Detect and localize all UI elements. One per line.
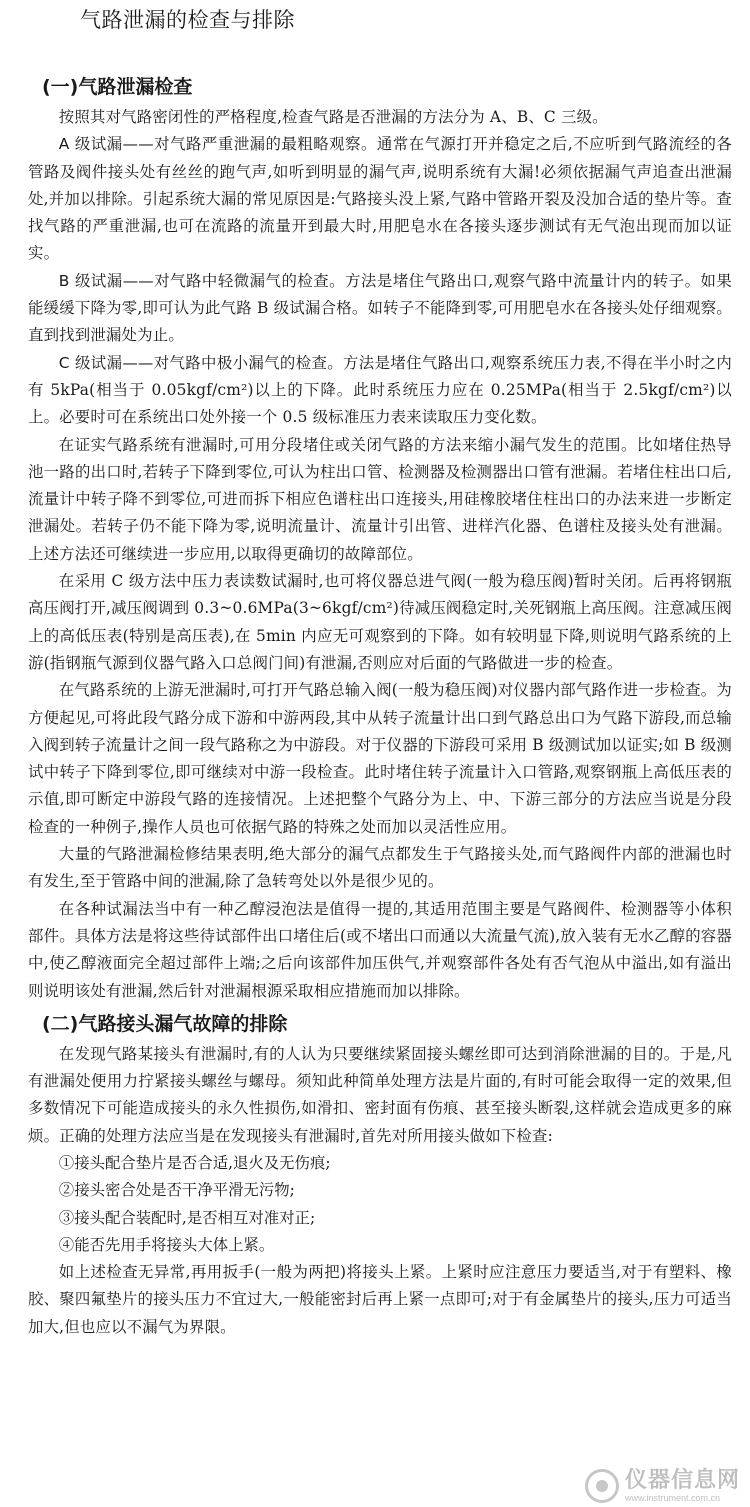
- list-item: ③接头配合装配时,是否相互对准对正;: [58, 1208, 316, 1227]
- paragraph-lead: A 级试漏——: [58, 135, 154, 154]
- paragraph-text: 大量的气路泄漏检修结果表明,绝大部分的漏气点都发生于气路接头处,而气路阀件内部的泄漏也时有发生,至于管路中间的泄漏,除了急转弯处以外是很少见的。: [28, 845, 732, 891]
- paragraph-text: 在采用 C 级方法中压力表读数试漏时,也可将仪器总进气阀(一般为稳压阀)暂时关闭。后再将钢瓶高压阀打开,减压阀调到 0.3~0.6MPa(3~6kgf/cm²)待减压阀稳定时,关死钢瓶上高压阀。注意减压阀上的高低压表(特别是高压表),在 5min 内应无可观察到的下降。如有较明显下降,则说明气路系统的上游(指钢瓶气源到仪器气路入口总阀门间)有泄漏,否则应对后面的气路做进一步的检查。: [28, 572, 732, 672]
- watermark-url: www.instrument.com.cn: [624, 1492, 721, 1503]
- paragraph: 如上述检查无异常,再用扳手(一般为两把)将接头上紧。上紧时应注意压力要适当,对于有塑料、橡胶、聚四氟垫片的接头压力不宜过大,一般能密封后再上紧一点即可;对于有金属垫片的接头,压力可适当加大,但也应以不漏气为界限。: [28, 1263, 732, 1336]
- paragraph-text: 在证实气路系统有泄漏时,可用分段堵住或关闭气路的方法来缩小漏气发生的范围。比如堵住热导池一路的出口时,若转子下降到零位,可认为柱出口管、检测器及检测器出口管有泄漏。若堵住柱出口后,流量计中转子降不到零位,可进而拆下相应色谱柱出口连接头,用硅橡胶堵住柱出口的办法来进一步断定泄漏处。若转子仍不能下降为零,说明流量计、流量计引出管、进样汽化器、色谱柱及接头处有泄漏。上述方法还可继续进一步应用,以取得更确切的故障部位。: [28, 435, 732, 563]
- watermark-text: [624, 1467, 740, 1503]
- paragraph: [28, 432, 732, 568]
- paragraph-text: 在气路系统的上游无泄漏时,可打开气路总输入阀(一般为稳压阀)对仪器内部气路作进一步检查。为方便起见,可将此段气路分成下游和中游两段,其中从转子流量计出口到气路总出口为气路下游段,而总输入阀到转子流量计之间一段气路称之为中游段。对于仪器的下游段可采用 B 级测试加以证实;如 B 级测试中转子下降到零位,即可继续对中游一段检查。此时堵住转子流量计入口管路,观察钢瓶上高低压表的示值,即可断定中游段气路的连接情况。上述把整个气路分为上、中、下游三部分的方法应当说是分段检查的一种例子,操作人员也可依据气路的特殊之处而加以灵活性应用。: [28, 681, 732, 836]
- paragraph-text: 在各种试漏法当中有一种乙醇浸泡法是值得一提的,其适用范围主要是气路阀件、检测器等小体积部件。具体方法是将这些待试部件出口堵住后(或不堵出口而通以大流量气流),放入装有无水乙醇的容器中,使乙醇液面完全超过部件上端;之后向该部件加压供气,并观察部件各处有否气泡从中溢出,如有溢出则说明该处有泄漏,然后针对泄漏根源采取相应措施而加以排除。: [28, 899, 732, 1000]
- paragraph: [28, 841, 732, 896]
- list-item: ②接头密合处是否干净平滑无污物;: [58, 1181, 295, 1200]
- paragraph-lead: C 级试漏——: [58, 353, 154, 372]
- paragraph: [28, 104, 732, 131]
- watermark: [585, 1469, 740, 1503]
- paragraph-text: 对气路严重泄漏的最粗略观察。通常在气源打开并稳定之后,不应听到气路流经的各管路及阀件接头处有丝丝的跑气声,如听到明显的漏气声,说明系统有大漏!必须依据漏气声追查出泄漏处,并加以排除。引起系统大漏的常见原因是:气路接头没上紧,气路中管路开裂及没加合适的垫片等。查找气路的严重泄漏,也可在流路的流量开到最大时,用肥皂水在各接头逐步测试有无气泡出现而加以证实。: [28, 135, 733, 263]
- paragraph-c-level: [28, 350, 732, 432]
- paragraph: [28, 896, 732, 1005]
- paragraph: [28, 568, 732, 677]
- section-heading-joint-repair: (二)气路接头漏气故障的排除: [42, 1012, 288, 1035]
- paragraph: [28, 677, 732, 841]
- page-title: 气路泄漏的检查与排除: [80, 8, 295, 32]
- list-item: ④能否先用手将接头大体上紧。: [58, 1235, 275, 1254]
- paragraph: 在发现气路某接头有泄漏时,有的人认为只要继续紧固接头螺丝即可达到消除泄漏的目的。于是,凡有泄漏处便用力拧紧接头螺丝与螺母。须知此种简单处理方法是片面的,有时可能会取得一定的效果,但多数情况下可能造成接头的永久性损伤,如滑扣、密封面有伤痕、甚至接头断裂,这样就会造成更多的麻烦。正确的处理方法应当是在发现接头有泄漏时,首先对所用接头做如下检查:: [28, 1044, 732, 1145]
- logo-icon: [585, 1469, 619, 1503]
- watermark-name: 仪器信息网: [624, 1467, 740, 1493]
- list-item: ①接头配合垫片是否合适,退火及无伤痕;: [58, 1153, 331, 1172]
- paragraph-lead: B 级试漏——: [58, 271, 154, 290]
- paragraph-text: 对气路中轻微漏气的检查。方法是堵住气路出口,观察气路中流量计内的转子。如果能缓缓下降为零,即可认为此气路 B 级试漏合格。如转子不能降到零,可用肥皂水在各接头处仔细观察。直到找到泄漏处为止。: [28, 271, 732, 345]
- paragraph-a-level: [28, 131, 732, 267]
- paragraph-b-level: [28, 268, 732, 350]
- section-heading-leak-check: (一)气路泄漏检查: [42, 76, 193, 98]
- paragraph-text: 按照其对气路密闭性的严格程度,检查气路是否泄漏的方法分为 A、B、C 三级。: [58, 108, 608, 126]
- paragraph-text: 对气路中极小漏气的检查。方法是堵住气路出口,观察系统压力表,不得在半小时之内有 5kPa(相当于 0.05kgf/cm²)以上的下降。此时系统压力应在 0.25MPa(相当于 2.5kgf/cm²)以上。必要时可在系统出口处外接一个 0.5 级标准压力表来读取压力变化数。: [28, 353, 732, 427]
